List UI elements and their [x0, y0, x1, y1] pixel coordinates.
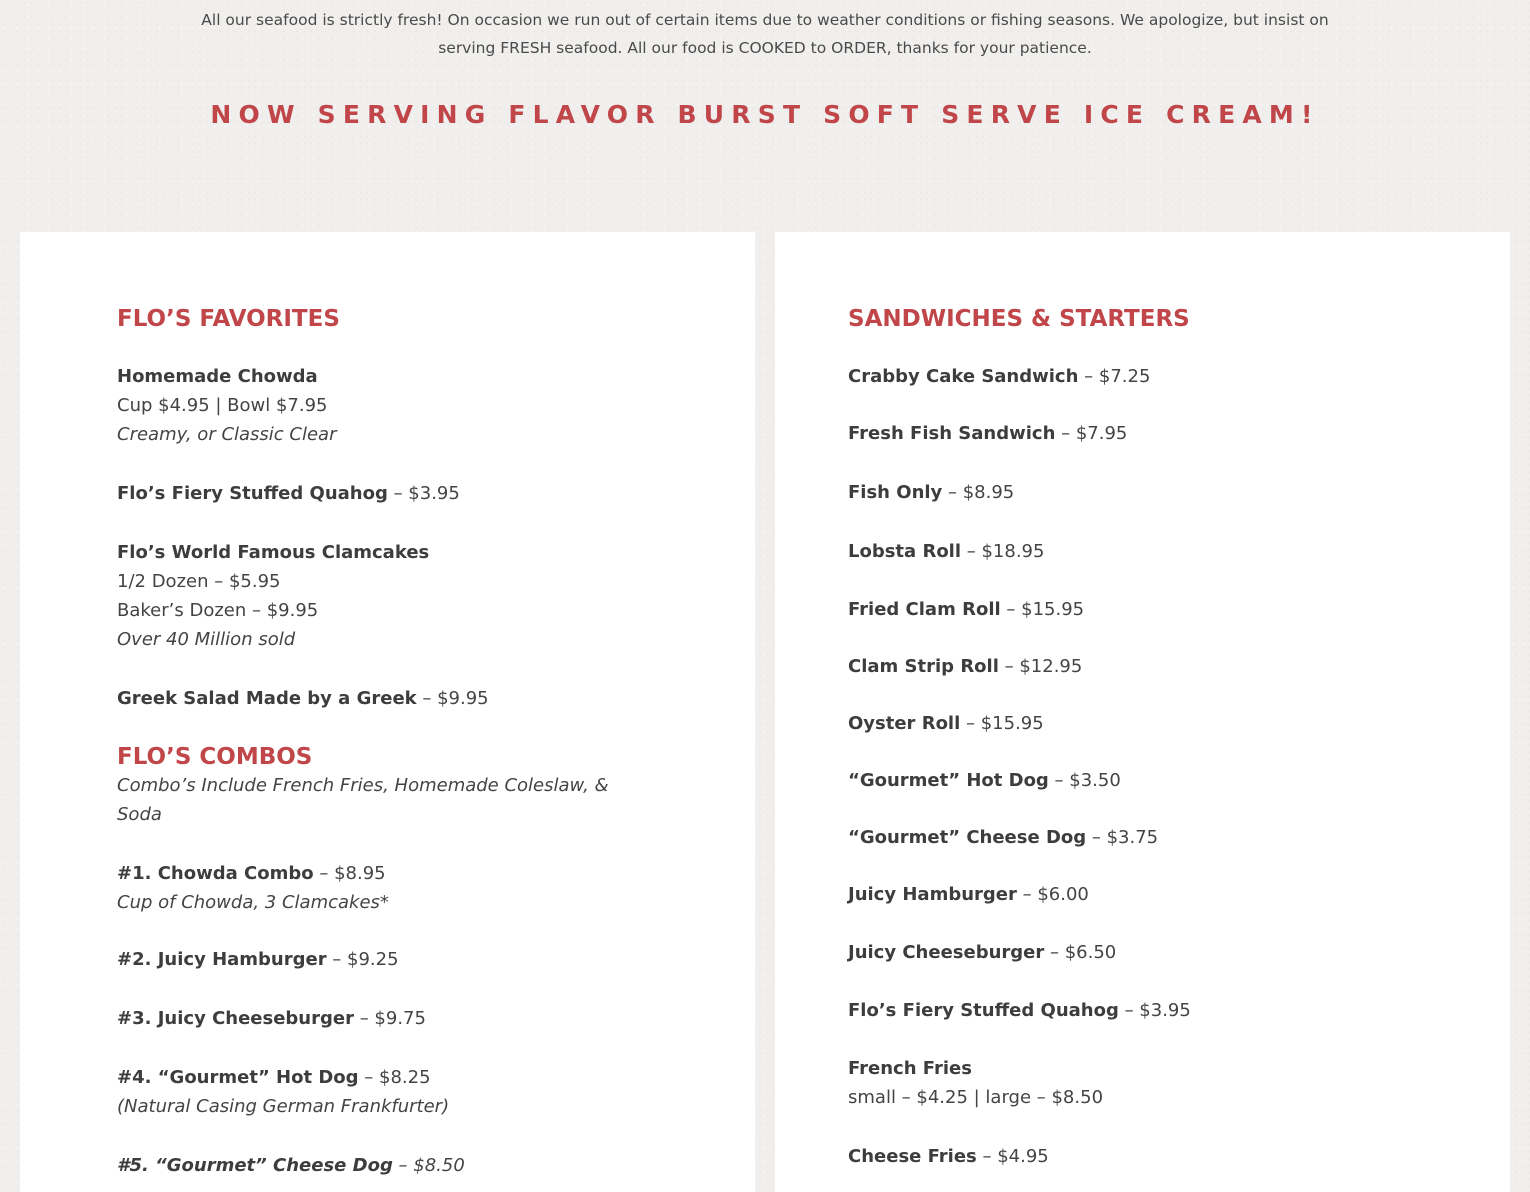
- item-price: – $8.50: [392, 1155, 465, 1176]
- item-name: Greek Salad Made by a Greek: [117, 688, 417, 709]
- combo-item-4: [117, 1063, 657, 1121]
- item-price: – $15.95: [1000, 599, 1085, 620]
- item-note: Creamy, or Classic Clear: [117, 424, 337, 445]
- item-name: Fresh Fish Sandwich: [848, 423, 1056, 444]
- promo-heading: NOW SERVING FLAVOR BURST SOFT SERVE ICE CREAM!: [210, 100, 1320, 129]
- item-name: Crabby Cake Sandwich: [848, 366, 1079, 387]
- menu-item-clamcakes: [117, 538, 657, 654]
- item-price: – $8.95: [942, 482, 1015, 503]
- item-price: – $8.95: [313, 863, 386, 884]
- item-price: – $7.25: [1078, 366, 1151, 387]
- item-name: #1. Chowda Combo: [117, 863, 314, 884]
- item-note: (Natural Casing German Frankfurter): [117, 1096, 450, 1117]
- intro-notice: All our seafood is strictly fresh! On occasion we run out of certain items due to weather conditions or fishing seasons. We apologize, but insist on serving FRESH seafood. All our food is COOKED to ORDER, thanks for your patience.: [201, 11, 1329, 57]
- menu-item: [848, 537, 1448, 566]
- menu-item: [848, 880, 1448, 909]
- item-name: Flo’s World Famous Clamcakes: [117, 542, 430, 563]
- item-price: – $8.25: [358, 1067, 431, 1088]
- item-price: – $3.95: [387, 483, 460, 504]
- item-name: Fish Only: [848, 482, 943, 503]
- item-name: Fried Clam Roll: [848, 599, 1001, 620]
- menu-item: [848, 938, 1448, 967]
- item-name: Flo’s Fiery Stuffed Quahog: [848, 1000, 1119, 1021]
- item-price: 1/2 Dozen – $5.95: [117, 571, 281, 592]
- combo-item-5: [117, 1151, 657, 1180]
- item-price: – $9.95: [416, 688, 489, 709]
- menu-item: [848, 709, 1448, 738]
- item-price: – $18.95: [961, 541, 1045, 562]
- item-name: “Gourmet” Cheese Dog: [848, 827, 1087, 848]
- item-price: – $4.95: [976, 1146, 1049, 1167]
- menu-item: [848, 362, 1448, 391]
- item-price: – $3.95: [1118, 1000, 1191, 1021]
- menu-item-quahog: [117, 479, 657, 508]
- item-name: “Gourmet” Hot Dog: [848, 770, 1049, 791]
- combo-item-3: [117, 1004, 657, 1033]
- item-note: Over 40 Million sold: [117, 629, 296, 650]
- menu-item: [848, 595, 1448, 624]
- menu-item: [848, 1142, 1448, 1171]
- item-name: French Fries: [848, 1058, 972, 1079]
- item-name: Juicy Cheeseburger: [848, 942, 1045, 963]
- item-name: #4. “Gourmet” Hot Dog: [117, 1067, 359, 1088]
- item-name: #5. “Gourmet” Cheese Dog: [117, 1155, 393, 1176]
- item-price: small – $4.25 | large – $8.50: [848, 1087, 1104, 1108]
- menu-item: [848, 766, 1448, 795]
- item-price: Cup $4.95 | Bowl $7.95: [117, 395, 328, 416]
- menu-item: [848, 1054, 1448, 1112]
- item-name: Juicy Hamburger: [848, 884, 1017, 905]
- menu-item-chowda: [117, 362, 657, 449]
- sandwiches-title: SANDWICHES & STARTERS: [848, 306, 1190, 332]
- item-price: – $7.95: [1055, 423, 1128, 444]
- menu-item: [848, 823, 1448, 852]
- item-name: #2. Juicy Hamburger: [117, 949, 327, 970]
- item-price: – $9.25: [326, 949, 399, 970]
- favorites-card: [20, 232, 755, 1192]
- item-name: Oyster Roll: [848, 713, 961, 734]
- menu-item: [848, 996, 1448, 1025]
- menu-item: [848, 478, 1448, 507]
- combo-item-1: [117, 859, 657, 917]
- combos-note: Combo’s Include French Fries, Homemade Coleslaw, & Soda: [117, 775, 609, 825]
- item-name: Clam Strip Roll: [848, 656, 999, 677]
- item-price: – $15.95: [960, 713, 1044, 734]
- menu-item: [848, 652, 1448, 681]
- item-name: Homemade Chowda: [117, 366, 318, 387]
- item-name: Lobsta Roll: [848, 541, 962, 562]
- item-price: – $3.75: [1086, 827, 1159, 848]
- item-price: – $6.50: [1044, 942, 1117, 963]
- item-price: – $3.50: [1048, 770, 1121, 791]
- item-note: Cup of Chowda, 3 Clamcakes*: [117, 892, 389, 913]
- item-name: Cheese Fries: [848, 1146, 977, 1167]
- item-price: Baker’s Dozen – $9.95: [117, 600, 319, 621]
- combos-title: FLO’S COMBOS: [117, 744, 313, 770]
- combo-item-2: [117, 945, 657, 974]
- menu-item-greek-salad: [117, 684, 657, 713]
- favorites-title: FLO’S FAVORITES: [117, 306, 340, 332]
- item-name: Flo’s Fiery Stuffed Quahog: [117, 483, 388, 504]
- item-name: #3. Juicy Cheeseburger: [117, 1008, 354, 1029]
- item-price: – $12.95: [998, 656, 1083, 677]
- menu-item: [848, 419, 1448, 448]
- item-price: – $6.00: [1016, 884, 1089, 905]
- item-price: – $9.75: [353, 1008, 426, 1029]
- sandwiches-card: [775, 232, 1510, 1192]
